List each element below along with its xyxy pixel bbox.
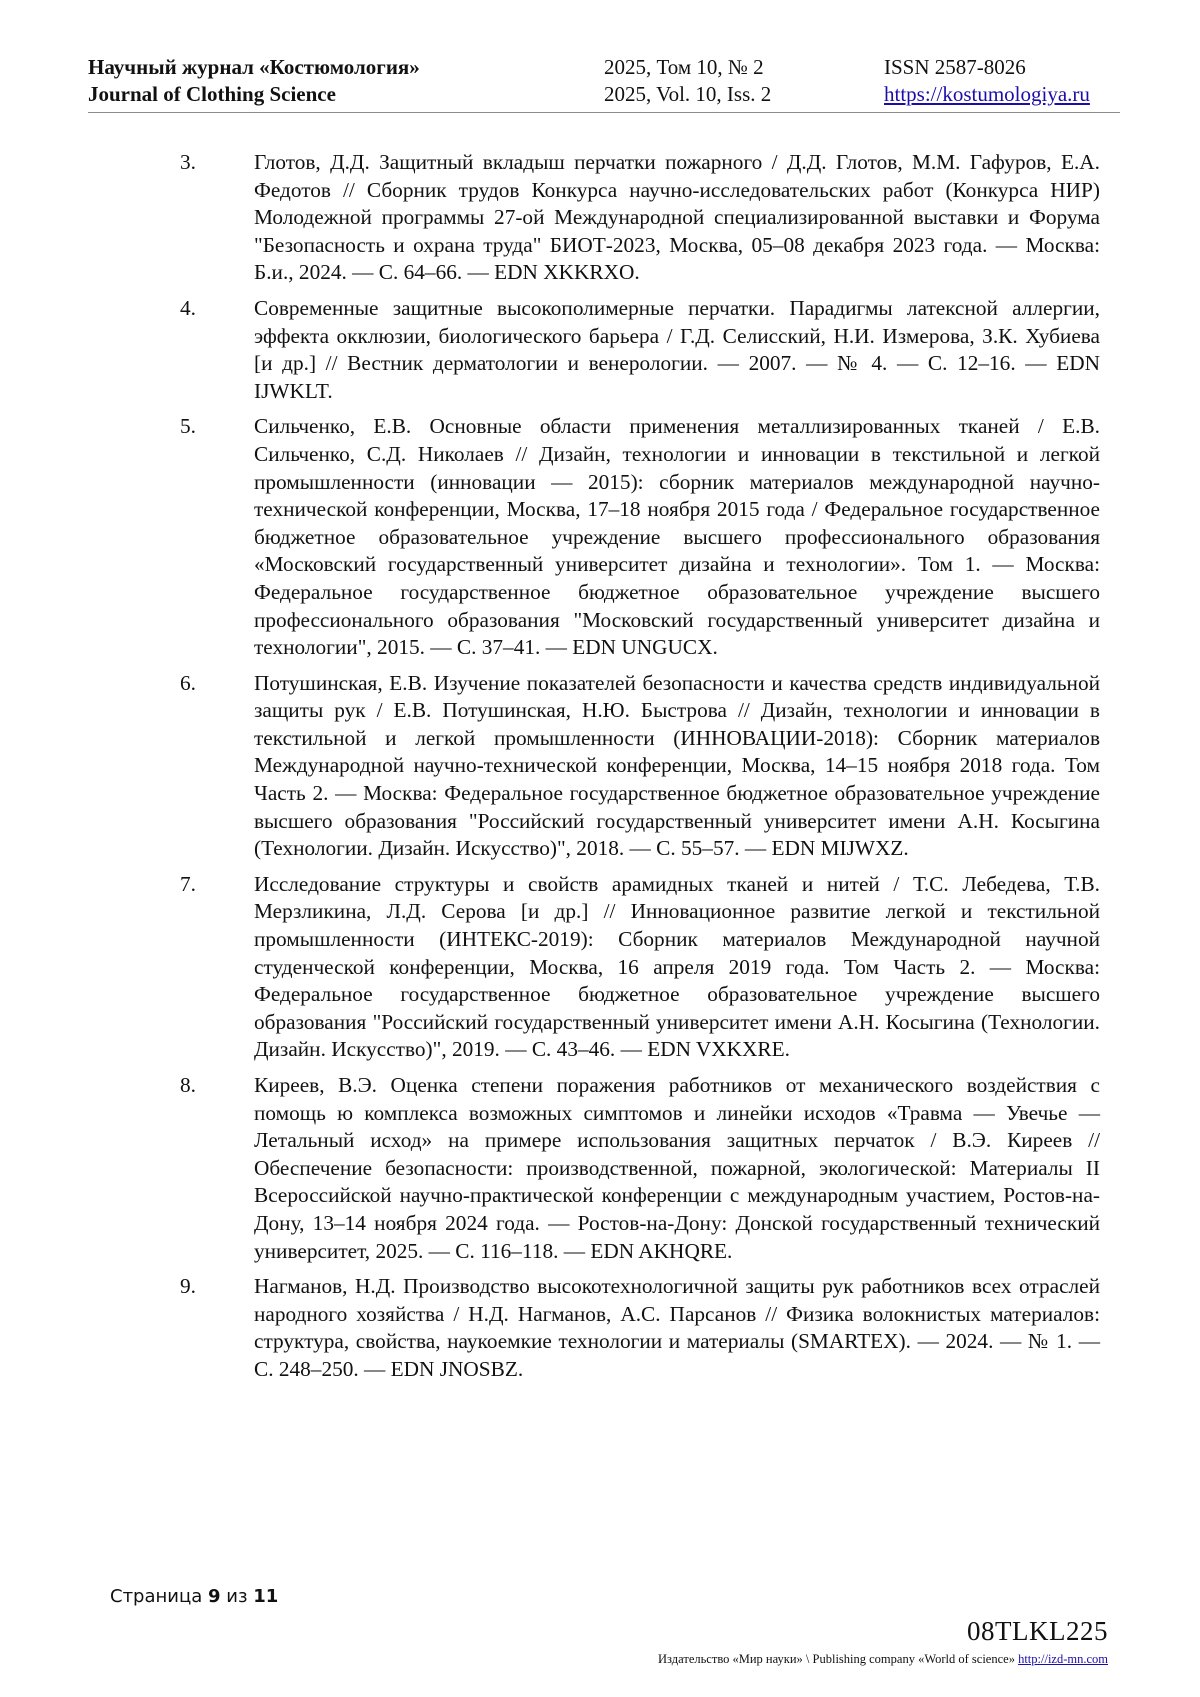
reference-item [180,413,1100,661]
reference-number: 7. [180,871,196,896]
page-label: Страница [110,1586,203,1607]
reference-item [180,295,1100,405]
reference-number: 6. [180,670,196,695]
reference-text: Киреев, В.Э. Оценка степени поражения работников от механического воздействия с помощь ю комплекса возможных симптомов и линейки исходов «Травма — Увечье — Летальный исход» на примере использования защитных перчаток / В.Э. Киреев // Обеспечение безопасности: производственной, пожарной, экологической: Материалы II Всероссийской научно-практической конференции с международным участием, Ростов-на-Дону, 13–14 ноября 2024 года. — Ростов-на-Дону: Донской государственный технический университет, 2025. — С. 116–118. — EDN AKHQRE. [254,1073,1100,1263]
reference-number: 4. [180,295,196,320]
reference-text: Глотов, Д.Д. Защитный вкладыш перчатки пожарного / Д.Д. Глотов, М.М. Гафуров, Е.А. Федотов // Сборник трудов Конкурса научно-исследовательских работ (Конкурса НИР) Молодежной программы 27-ой Международной специализированной выставки и Форума "Безопасность и охрана труда" БИОТ-2023, Москва, 05–08 декабря 2023 года. — Москва: Б.и., 2024. — С. 64–66. — EDN XKKRXO. [254,150,1100,285]
reference-number: 9. [180,1274,196,1299]
article-code: 08TLKL225 [967,1616,1108,1646]
reference-item [180,1072,1100,1265]
issue-ru: 2025, Том 10, № 2 [604,55,764,79]
reference-text: Потушинская, Е.В. Изучение показателей безопасности и качества средств индивидуальной защиты рук / Е.В. Потушинская, Н.Ю. Быстрова // Дизайн, технологии и инновации в текстильной и легкой промышленности (ИННОВАЦИИ-2018): Сборник материалов Международной научно-технической конференции, Москва, 14–15 ноября 2018 года. Том Часть 2. — Москва: Федеральное государственное бюджетное образовательное учреждение высшего образования "Российский государственный университет имени А.Н. Косыгина (Технологии. Дизайн. Искусство)", 2018. — С. 55–57. — EDN MIJWXZ. [254,670,1100,861]
reference-item [180,149,1100,287]
reference-list [180,149,1100,1392]
reference-text: Нагманов, Н.Д. Производство высокотехнологичной защиты рук работников всех отраслей народного хозяйства / Н.Д. Нагманов, А.С. Парсанов // Физика волокнистых материалов: структура, свойства, наукоемкие технологии и материалы (SMARTEX). — 2024. — № 1. — С. 248–250. — EDN JNOSBZ. [254,1274,1100,1381]
publisher-link[interactable]: http://izd-mn.com [1018,1652,1108,1666]
reference-item [180,871,1100,1064]
issn: ISSN 2587-8026 [884,55,1026,79]
reference-number: 3. [180,150,196,174]
issue-en: 2025, Vol. 10, Iss. 2 [604,82,772,106]
page-counter [110,1586,278,1607]
journal-title-ru: Научный журнал «Костюмология» [88,55,420,79]
publisher-text: Издательство «Мир науки» \ Publishing company «World of science» [658,1652,1015,1666]
page-current: 9 [208,1586,221,1607]
reference-item [180,1273,1100,1383]
reference-item [180,670,1100,863]
reference-text: Исследование структуры и свойств арамидных тканей и нитей / Т.С. Лебедева, Т.В. Мерзликина, Л.Д. Серова [и др.] // Инновационное развитие легкой и текстильной промышленности (ИНТЕКС-2019): Сборник материалов Международной научной студенческой конференции, Москва, 16 апреля 2019 года. Том Часть 2. — Москва: Федеральное государственное бюджетное образовательное учреждение высшего образования "Российский государственный университет имени А.Н. Косыгина (Технологии. Дизайн. Искусство)", 2019. — С. 43–46. — EDN VXKXRE. [254,871,1100,1062]
page-of: из [226,1586,248,1607]
running-header [88,54,1120,113]
publisher-line [658,1652,1108,1667]
page-total: 11 [253,1586,279,1607]
journal-title-en: Journal of Clothing Science [88,82,336,106]
reference-text: Современные защитные высокополимерные перчатки. Парадигмы латексной аллергии, эффекта окклюзии, биологического барьера / Г.Д. Селисский, Н.И. Измерова, З.К. Хубиева [и др.] // Вестник дерматологии и венерологии. — 2007. — № 4. — С. 12–16. — EDN IJWKLT. [254,295,1100,403]
reference-text: Сильченко, Е.В. Основные области применения металлизированных тканей / Е.В. Сильченко, С.Д. Николаев // Дизайн, технологии и инновации в текстильной и легкой промышленности (инновации — 2015): сборник материалов международной научно-технической конференции, Москва, 17–18 ноября 2015 года / Федеральное государственное бюджетное образовательное учреждение высшего профессионального образования «Московский государственный университет дизайна и технологии». Том 1. — Москва: Федеральное государственное бюджетное образовательное учреждение высшего профессионального образования "Московский государственный университет дизайна и технологии", 2015. — С. 37–41. — EDN UNGUCX. [254,414,1100,660]
journal-link[interactable]: https://kostumologiya.ru [884,82,1090,106]
reference-number: 8. [180,1073,196,1097]
reference-number: 5. [180,414,196,439]
